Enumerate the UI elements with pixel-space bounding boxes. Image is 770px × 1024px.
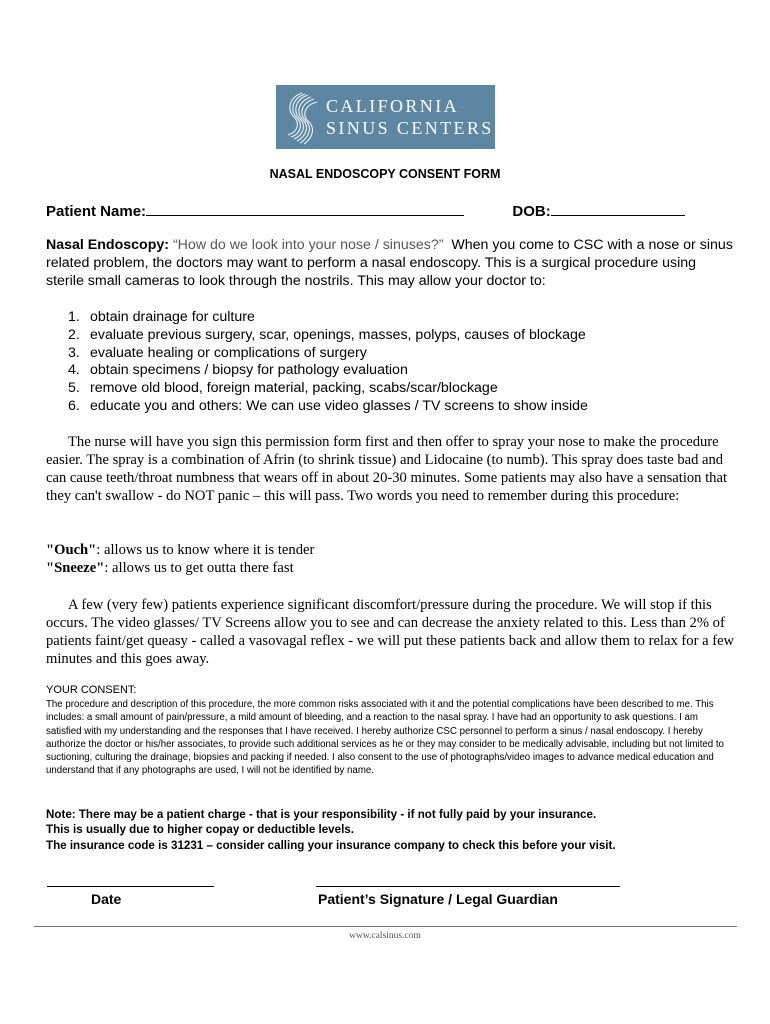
signature-field[interactable] (316, 886, 620, 887)
keywords-block (46, 541, 314, 577)
intro-term: Nasal Endoscopy: (46, 237, 169, 253)
intro-paragraph (46, 236, 736, 290)
intro-text: When you come to CSC with a nose or sinus related problem, the doctors may want to perform a nasal endoscopy. This is a surgical procedure using sterile small cameras to look through the nostrils. This may allow your doctor to: (46, 237, 733, 289)
footer-divider (34, 926, 737, 927)
patient-name-field[interactable] (146, 201, 464, 216)
list-item: 6. educate you and others: We can use video glasses / TV screens to show inside (68, 397, 588, 414)
dob-field[interactable] (551, 201, 685, 216)
consent-heading: YOUR CONSENT: (46, 684, 137, 696)
note-line-2: This is usually due to higher copay or deductible levels. (46, 823, 354, 837)
note-line-3: The insurance code is 31231 – consider calling your insurance company to check this before your visit. (46, 838, 616, 852)
logo-wordmark (326, 95, 494, 139)
patient-name-label: Patient Name: (46, 203, 147, 220)
list-item: 1. obtain drainage for culture (68, 309, 255, 325)
logo-line-2: SINUS CENTERS (326, 118, 494, 138)
intro-question: “How do we look into your nose / sinuses?” (172, 237, 444, 253)
list-item: 2. evaluate previous surgery, scar, openings, masses, polyps, causes of blockage (68, 326, 586, 343)
list-item: 3. evaluate healing or complications of surgery (68, 344, 367, 361)
logo-line-1: CALIFORNIA (326, 96, 460, 116)
dob-label: DOB: (512, 203, 551, 220)
date-field[interactable] (47, 886, 214, 887)
purpose-list (68, 309, 588, 416)
sinus-swirl-logo-icon (278, 85, 326, 149)
clinic-logo (276, 85, 495, 149)
footer-url: www.calsinus.com (349, 931, 421, 941)
signature-label: Patient’s Signature / Legal Guardian (318, 891, 558, 907)
keyword-ouch: "Ouch": allows us to know where it is tender (46, 542, 315, 558)
date-label: Date (91, 891, 122, 907)
note-line-1: Note: There may be a patient charge - that is your responsibility - if not fully paid by your insurance. (46, 808, 597, 821)
list-item: 5. remove old blood, foreign material, packing, scabs/scar/blockage (68, 380, 498, 397)
form-title: NASAL ENDOSCOPY CONSENT FORM (269, 167, 501, 181)
nurse-paragraph: The nurse will have you sign this permission form first and then offer to spray your nose to make the procedure easier. The spray is a combination of Afrin (to shrink tissue) and Lidocaine (to numb). This spray does taste bad and can cause teeth/throat numbness that wears off in about 20-30 minutes. Some patients may also have a sensation that they can't swallow - do NOT panic – this will pass. Two words you need to remember during this procedure: (46, 434, 728, 504)
discomfort-paragraph: A few (very few) patients experience significant discomfort/pressure during the procedure. We will stop if this occurs. The video glasses/ TV Screens allow you to see and can decrease the anxiety related to this. Less than 2% of patients faint/get queasy - called a vasovagal reflex - we will put these patients back and allow them to relax for a few minutes and this goes away. (46, 597, 735, 667)
patient-info-row (46, 201, 685, 220)
list-item: 4. obtain specimens / biopsy for pathology evaluation (68, 362, 408, 379)
insurance-note (46, 807, 736, 853)
consent-body: The procedure and description of this procedure, the more common risks associated with it and the potential complications have been described to me. This includes: a small amount of pain/pressure, a mild amount of bleeding, and a reaction to the nasal spray. I have had an opportunity to ask questions. I am satisfied with my understanding and the responses that I have received. I hereby authorize CSC personnel to perform a sinus / nasal endoscopy. I hereby authorize the doctor or his/her associates, to provide such additional services as he or they may consider to be medically advisable, including but not limited to suctioning, culturing the drainage, biopsies and packing if needed. I also consent to the use of photographs/video images to advance medical education and understand that if any photographs are used, I will not be identified by name. (46, 699, 724, 777)
keyword-sneeze: "Sneeze": allows us to get outta there fast (46, 560, 294, 576)
